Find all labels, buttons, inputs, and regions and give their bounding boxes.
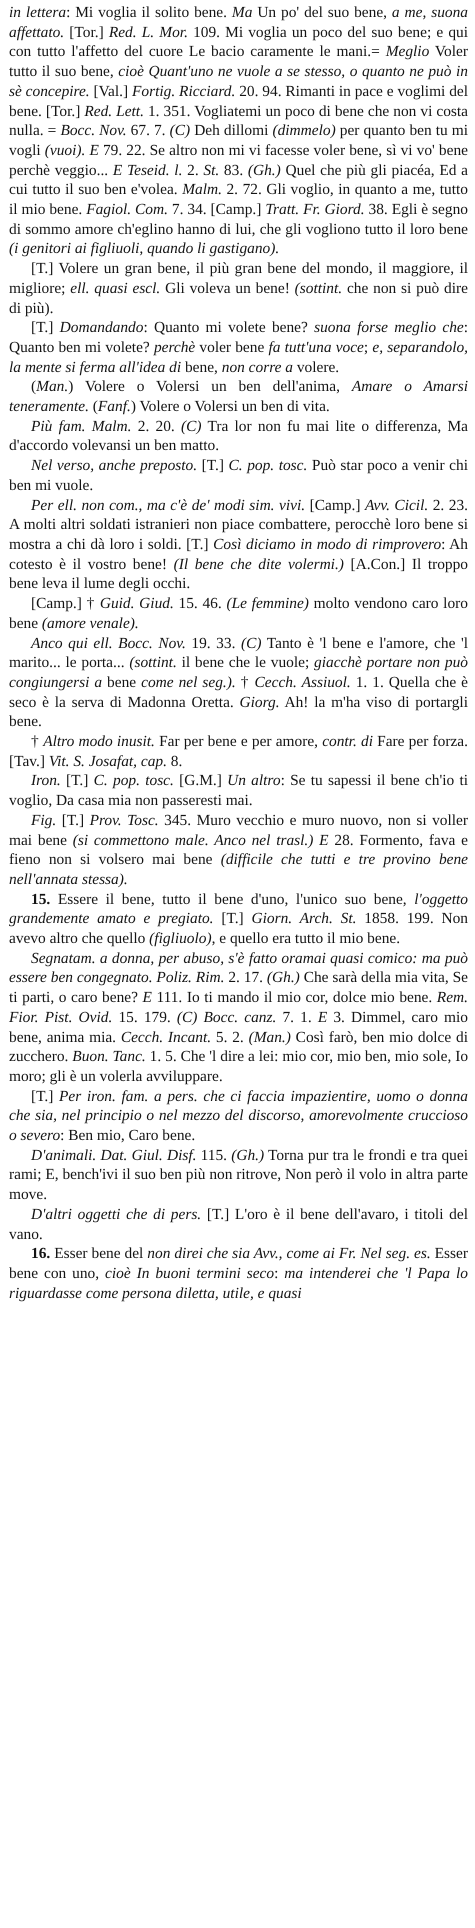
dictionary-paragraph: [Camp.] † Guid. Giud. 15. 46. (Le femmine) molto vendono caro loro bene (amore venale).	[9, 595, 468, 632]
dictionary-paragraph: Anco qui ell. Bocc. Nov. 19. 33. (C) Tanto è 'l bene e l'amore, che 'l marito... le porta... (sottint. il bene che le vuole; giacchè portare non può congiungersi a bene come nel seg.). † Cecch. Assiuol. 1. 1. Quella che è seco è la serva di Madonna Oretta. Giorg. Ah! la m'ha viso di portargli bene.	[9, 634, 468, 731]
dictionary-paragraph: D'altri oggetti che di pers. [T.] L'oro è il bene dell'avaro, i titoli del vano.	[9, 1205, 468, 1243]
dictionary-paragraph: Fig. [T.] Prov. Tosc. 345. Muro vecchio e muro nuovo, non si voller mai bene (si commettono male. Anco nel trasl.) E 28. Formento, fava e fieno non si volsero mai bene (difficile che tutti e tre provino bene nell'annata stessa).	[9, 811, 469, 888]
dictionary-paragraph: [T.] Per iron. fam. a pers. che ci faccia impazientire, uomo o donna che sia, nel principio o nel mezzo del discorso, amorevolmente cruccioso o severo: Ben mio, Caro bene.	[9, 1087, 468, 1145]
dictionary-paragraph: 15. Essere il bene, tutto il bene d'uno, l'unico suo bene, l'oggetto grandemente amato e pregiato. [T.] Giorn. Arch. St. 1858. 199. Non avevo altro che quello (figliuolo), e quello era tutto il mio bene.	[9, 890, 468, 948]
dictionary-paragraph: [T.] Domandando: Quanto mi volete bene? suona forse meglio che: Quanto ben mi volete? perchè voler bene fa tutt'una voce; e, separandolo, la mente si ferma all'idea di bene, non corre a volere.	[9, 319, 469, 376]
dictionary-paragraph: 16. Esser bene del non direi che sia Avv., come ai Fr. Nel seg. es. Esser bene con uno, cioè In buoni termini seco: ma intenderei che 'l Papa lo riguardasse come persona diletta, utile, e quasi	[9, 1245, 468, 1302]
dictionary-paragraph: † Altro modo inusit. Far per bene e per amore, contr. di Fare per forza. [Tav.] Vit. S. Josafat, cap. 8.	[9, 733, 468, 770]
dictionary-paragraph: Segnatam. a donna, per abuso, s'è fatto oramai quasi comico: ma può essere ben congegnato. Poliz. Rim. 2. 17. (Gh.) Che sarà della mia vita, Se ti parti, o caro bene? E 111. Io ti mando il mio cor, dolce mio bene. Rem. Fior. Pist. Ovid. 15. 179. (C) Bocc. canz. 7. 1. E 3. Dimmel, caro mio bene, anima mia. Cecch. Incant. 5. 2. (Man.) Così farò, ben mio dolce di zucchero. Buon. Tanc. 1. 5. Che 'l dire a lei: mio cor, mio ben, mio sole, Io moro; gli è un volerla avviluppare.	[9, 949, 469, 1085]
dictionary-paragraph: D'animali. Dat. Giul. Disf. 115. (Gh.) Torna pur tra le frondi e tra quei rami; E, bench'ivi il suo ben più non ritrove, Non però il volo in altra parte move.	[9, 1146, 468, 1204]
dictionary-paragraph: (Man.) Volere o Volersi un ben dell'anima, Amare o Amarsi teneramente. (Fanf.) Volere o Volersi un ben di vita.	[9, 378, 468, 416]
dictionary-paragraph: Nel verso, anche preposto. [T.] C. pop. tosc. Può star poco a venir chi ben mi vuole.	[9, 457, 468, 494]
dictionary-paragraph: in lettera: Mi voglia il solito bene. Ma Un po' del suo bene, a me, suona affettato. [Tor.] Red. L. Mor. 109. Mi voglia un poco del suo bene; e qui con tutto l'affetto del cuore Le bacio caramente le mani.= Meglio Voler tutto il suo bene, cioè Quant'uno ne vuole a se stesso, o quanto ne può in sè concepire. [Val.] Fortig. Ricciard. 20. 94. Rimanti in pace e voglimi del bene. [Tor.] Red. Lett. 1. 351. Vogliatemi un poco di bene che non vi costa nulla. = Bocc. Nov. 67. 7. (C) Deh dillomi (dimmelo) per quanto ben tu mi vogli (vuoi). E 79. 22. Se altro non mi vi facesse voler bene, sì vi vo' bene perchè veggio... E Teseid. l. 2. St. 83. (Gh.) Quel che più gli piacéa, Ed a cui tutto il suo ben e'volea. Malm. 2. 72. Gli voglio, in quanto a me, tutto il mio bene. Fagiol. Com. 7. 34. [Camp.] Tratt. Fr. Giord. 38. Egli è segno di sommo amore ch'eglino hanno di lui, che gli vogliono tutto il loro bene (i genitori ai figliuoli, quando li gastigano).	[9, 4, 469, 258]
dictionary-paragraph: [T.] Volere un gran bene, il più gran bene del mondo, il maggiore, il migliore; ell. quasi escl. Gli voleva un bene! (sottint. che non si può dire di più).	[9, 260, 468, 317]
dictionary-paragraph: Iron. [T.] C. pop. tosc. [G.M.] Un altro: Se tu sapessi il bene ch'io ti voglio, Da casa mia non passeresti mai.	[9, 772, 468, 810]
dictionary-paragraph: Più fam. Malm. 2. 20. (C) Tra lor non fu mai lite o differenza, Ma d'accordo volevansi un ben matto.	[9, 417, 468, 455]
dictionary-paragraph: Per ell. non com., ma c'è de' modi sim. vivi. [Camp.] Avv. Cicil. 2. 23. A molti altri soldati istranieri non piace combattere, perocchè loro bene si mostra a chi dà loro i soldi. [T.] Così diciamo in modo di rimprovero: Ah cotesto è il vostro bene! (Il bene che dite volermi.) [A.Con.] Il troppo bene leva il lume degli occhi.	[9, 496, 469, 593]
